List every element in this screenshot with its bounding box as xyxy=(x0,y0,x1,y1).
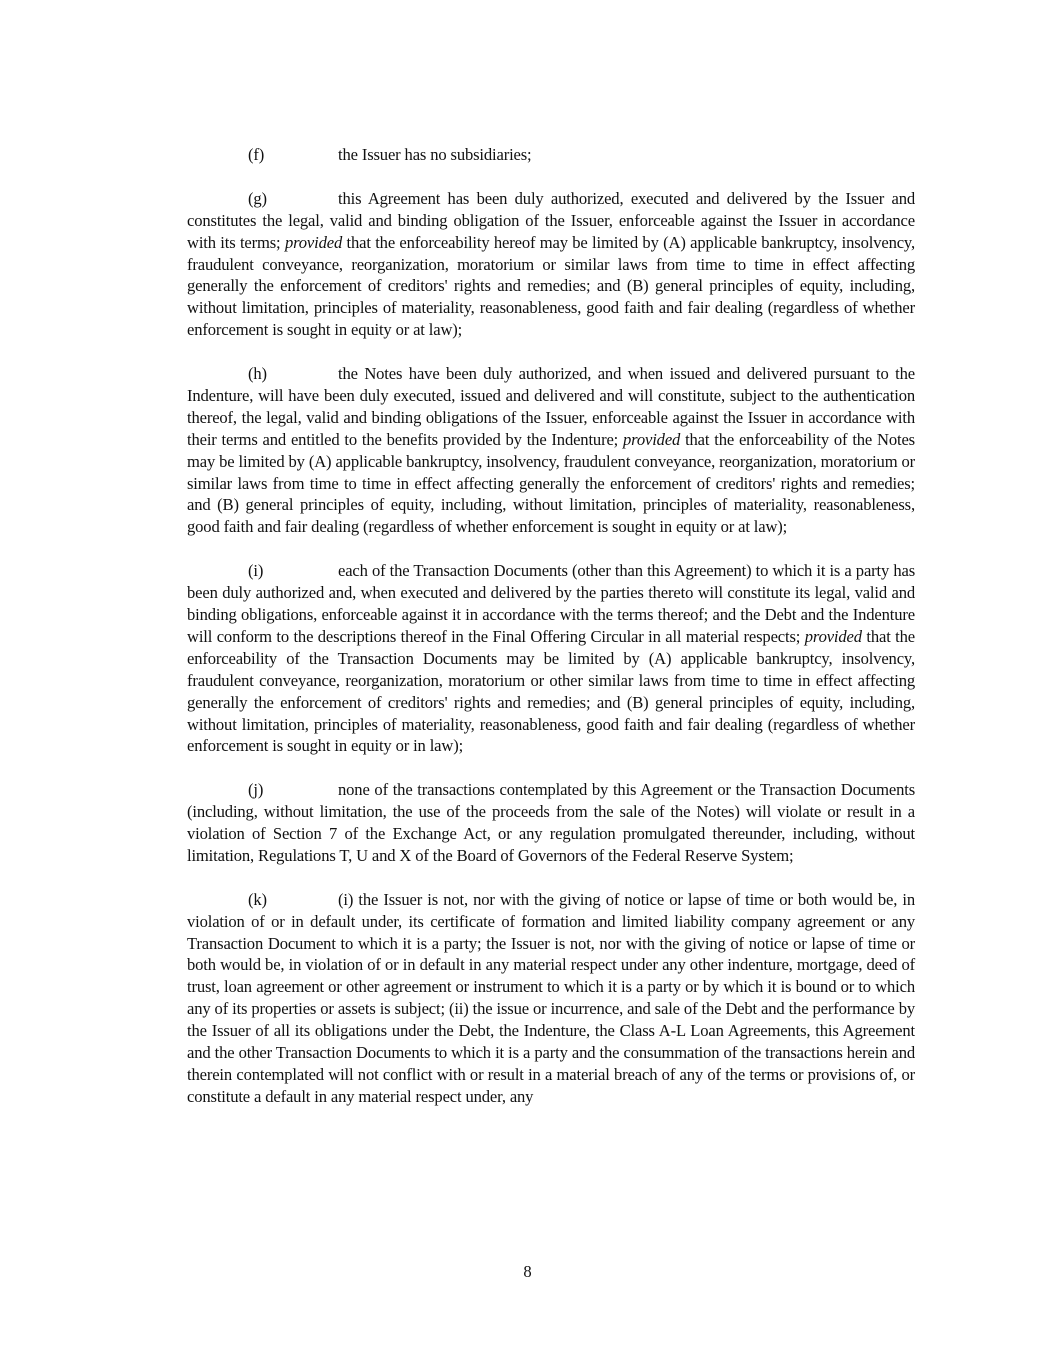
document-page xyxy=(187,144,915,1130)
paragraph-h xyxy=(187,363,915,538)
paragraph-text: the Issuer has no subsidiaries; xyxy=(338,145,532,164)
paragraph-f xyxy=(187,144,915,166)
paragraph-k xyxy=(187,889,915,1108)
paragraph-text: that the enforceability of the Transaction Documents may be limited by (A) applicable bankruptcy, insolvency, fraudulent conveyance, reorganization, moratorium or other similar laws from time to time in effect affecting generally the enforcement of creditors' rights and remedies; and (B) general principles of equity, including, without limitation, principles of materiality, reasonableness, good faith and fair dealing (regardless of whether enforcement is sought in equity or in law); xyxy=(187,626,915,756)
paragraph-text: none of the transactions contemplated by this Agreement or the Transaction Documents (including, without limitation, the use of the proceeds from the sale of the Notes) will violate or result in a violation of Section 7 of the Exchange Act, or any regulation promulgated thereunder, including, without limitation, Regulations T, U and X of the Board of Governors of the Federal Reserve System; xyxy=(187,780,915,865)
paragraph-text: this Agreement has been duly authorized, executed and delivered by the Issuer and constitutes the legal, valid and binding obligation of the Issuer, enforceable against the Issuer in accordance with its terms; xyxy=(187,188,915,252)
paragraph-label: (h) xyxy=(248,364,267,384)
provided-emphasis: provided xyxy=(804,626,862,646)
paragraph-label: (i) xyxy=(248,561,264,581)
paragraph-text: the Notes have been duly authorized, and when issued and delivered pursuant to the Indenture, will have been duly executed, issued and delivered and will constitute, subject to the authentication thereof, the legal, valid and binding obligations of the Issuer, enforceable against the Issuer in accordance with their terms and entitled to the benefits provided by the Indenture; xyxy=(187,364,915,449)
paragraph-g xyxy=(187,188,915,341)
paragraph-text: each of the Transaction Documents (other than this Agreement) to which it is a party has been duly authorized and, when executed and delivered by the parties thereto will constitute its legal, valid and binding obligations, enforceable against it in accordance with the terms thereof; and the Debt and the Indenture will conform to the descriptions thereof in the Final Offering Circular in all material respects; xyxy=(187,561,915,646)
paragraph-text: that the enforceability hereof may be limited by (A) applicable bankruptcy, insolvency, fraudulent conveyance, reorganization, moratorium or similar laws from time to time in effect affecting generally the enforcement of creditors' rights and remedies; and (B) general principles of equity, including, without limitation, principles of materiality, reasonableness, good faith and fair dealing (regardless of whether enforcement is sought in equity or at law); xyxy=(187,232,915,340)
paragraph-label: (k) xyxy=(248,889,267,909)
paragraph-i xyxy=(187,560,915,757)
paragraph-j xyxy=(187,779,915,867)
paragraph-label: (g) xyxy=(248,188,267,208)
paragraph-label: (f) xyxy=(248,145,265,164)
provided-emphasis: provided xyxy=(623,429,681,449)
paragraph-label: (j) xyxy=(248,780,264,800)
provided-emphasis: provided xyxy=(284,232,343,252)
page-number: 8 xyxy=(523,1262,532,1281)
paragraph-text: that the enforceability of the Notes may be limited by (A) applicable bankruptcy, insolvency, fraudulent conveyance, reorganization, moratorium or similar laws from time to time in effect affecting generally the enforcement of creditors' rights and remedies; and (B) general principles of equity, including, without limitation, principles of materiality, reasonableness, good faith and fair dealing (regardless of whether enforcement is sought in equity or at law); xyxy=(187,429,915,537)
paragraph-text: (i) the Issuer is not, nor with the giving of notice or lapse of time or both would be, in violation of or in default under, its certificate of formation and limited liability company agreement or any Transaction Document to which it is a party; the Issuer is not, nor with the giving of notice or lapse of time or both would be, in violation of or in default in any material respect under any other indenture, mortgage, deed of trust, loan agreement or other agreement or instrument to which it is a party or by which it is bound or to which any of its properties or assets is subject; (ii) the issue or incurrence, and sale of the Debt and the performance by the Issuer of all its obligations under the Debt, the Indenture, the Class A-L Loan Agreements, this Agreement and the other Transaction Documents to which it is a party and the consummation of the transactions herein and therein contemplated will not conflict with or result in a material breach of any of the terms or provisions of, or constitute a default in any material respect under, any xyxy=(187,889,915,1106)
